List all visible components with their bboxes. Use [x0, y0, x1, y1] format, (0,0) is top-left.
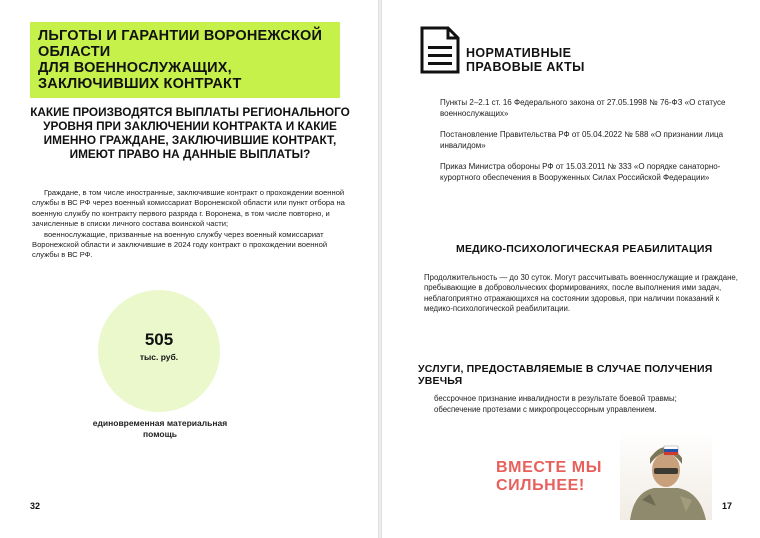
eligibility-text	[32, 188, 348, 261]
normative-act-item: Постановление Правительства РФ от 05.04.2022 № 588 «О признании лица инвалидом»	[440, 130, 724, 150]
services-heading: УСЛУГИ, ПРЕДОСТАВЛЯЕМЫЕ В СЛУЧАЕ ПОЛУЧЕНИЯ УВЕЧЬЯ	[418, 363, 713, 387]
service-item: бессрочное признание инвалидности в результате боевой травмы;	[434, 394, 677, 403]
eligibility-paragraph-2: военнослужащие, призванные на военную службу через военный комиссариат Воронежской области и заключившие в 2024 году контракт о прохождении военной службы в ВС РФ.	[32, 229, 328, 260]
rehabilitation-text: Продолжительность — до 30 суток. Могут рассчитывать военнослужащие и граждане, пребывающие в добровольческих формированиях, после выполнения ими задач, неблагоприятно отражающихся на состоянии здоровья, при наличии показаний к медико-психологической реабилитации.	[424, 273, 738, 314]
slogan-line-2: СИЛЬНЕЕ!	[496, 477, 585, 494]
right-page	[382, 0, 760, 538]
normative-acts-title	[466, 46, 585, 74]
payment-amount: 505	[144, 330, 174, 349]
normative-title-line-1: НОРМАТИВНЫЕ	[466, 46, 572, 60]
title-line-2: ДЛЯ ВОЕННОСЛУЖАЩИХ,	[38, 60, 232, 76]
question-heading: КАКИЕ ПРОИЗВОДЯТСЯ ВЫПЛАТЫ РЕГИОНАЛЬНОГО УРОВНЯ ПРИ ЗАКЛЮЧЕНИИ КОНТРАКТА И КАКИЕ ИМЕННО ГРАЖДАНЕ, ЗАКЛЮЧИВШИЕ КОНТРАКТ, ИМЕЮТ ПРАВО НА ДАННЫЕ ВЫПЛАТЫ?	[30, 105, 350, 161]
title-banner	[30, 22, 340, 98]
title-line-1: ЛЬГОТЫ И ГАРАНТИИ ВОРОНЕЖСКОЙ ОБЛАСТИ	[38, 28, 323, 60]
rehabilitation-heading: МЕДИКО-ПСИХОЛОГИЧЕСКАЯ РЕАБИЛИТАЦИЯ	[456, 243, 713, 255]
slogan-line-1: ВМЕСТЕ МЫ	[496, 459, 602, 476]
title-line-3: ЗАКЛЮЧИВШИХ КОНТРАКТ	[38, 76, 242, 92]
payment-caption: единовременная материальная помощь	[92, 418, 228, 439]
left-page	[0, 0, 378, 538]
payment-unit: тыс. руб.	[139, 352, 179, 362]
slogan	[496, 459, 602, 495]
normative-act-item: Приказ Министра обороны РФ от 15.03.2011 № 333 «О порядке санаторно-курортного обеспечения в Вооруженных Силах Российской Федерации»	[440, 162, 721, 182]
page-number-right: 17	[722, 501, 733, 511]
document-icon	[418, 26, 462, 74]
services-list	[434, 394, 744, 415]
page-number-left: 32	[30, 501, 41, 511]
amount-circle	[98, 290, 220, 412]
normative-act-item: Пункты 2–2.1 ст. 16 Федерального закона от 27.05.1998 № 76-ФЗ «О статусе военнослужащих»	[440, 98, 726, 118]
soldier-image	[620, 430, 712, 520]
eligibility-paragraph-1: Граждане, в том числе иностранные, заключившие контракт о прохождении военной службы в ВС РФ через военный комиссариат Воронежской области или пункт отбора на военную службу по контракту первого разряда г. Воронежа, в том числе повторно, и зачисленные в списки личного состава воинской части;	[32, 188, 345, 229]
normative-acts-list	[440, 98, 740, 194]
normative-title-line-2: ПРАВОВЫЕ АКТЫ	[466, 60, 585, 74]
service-item: обеспечение протезами с микропроцессорным управлением.	[434, 404, 657, 414]
